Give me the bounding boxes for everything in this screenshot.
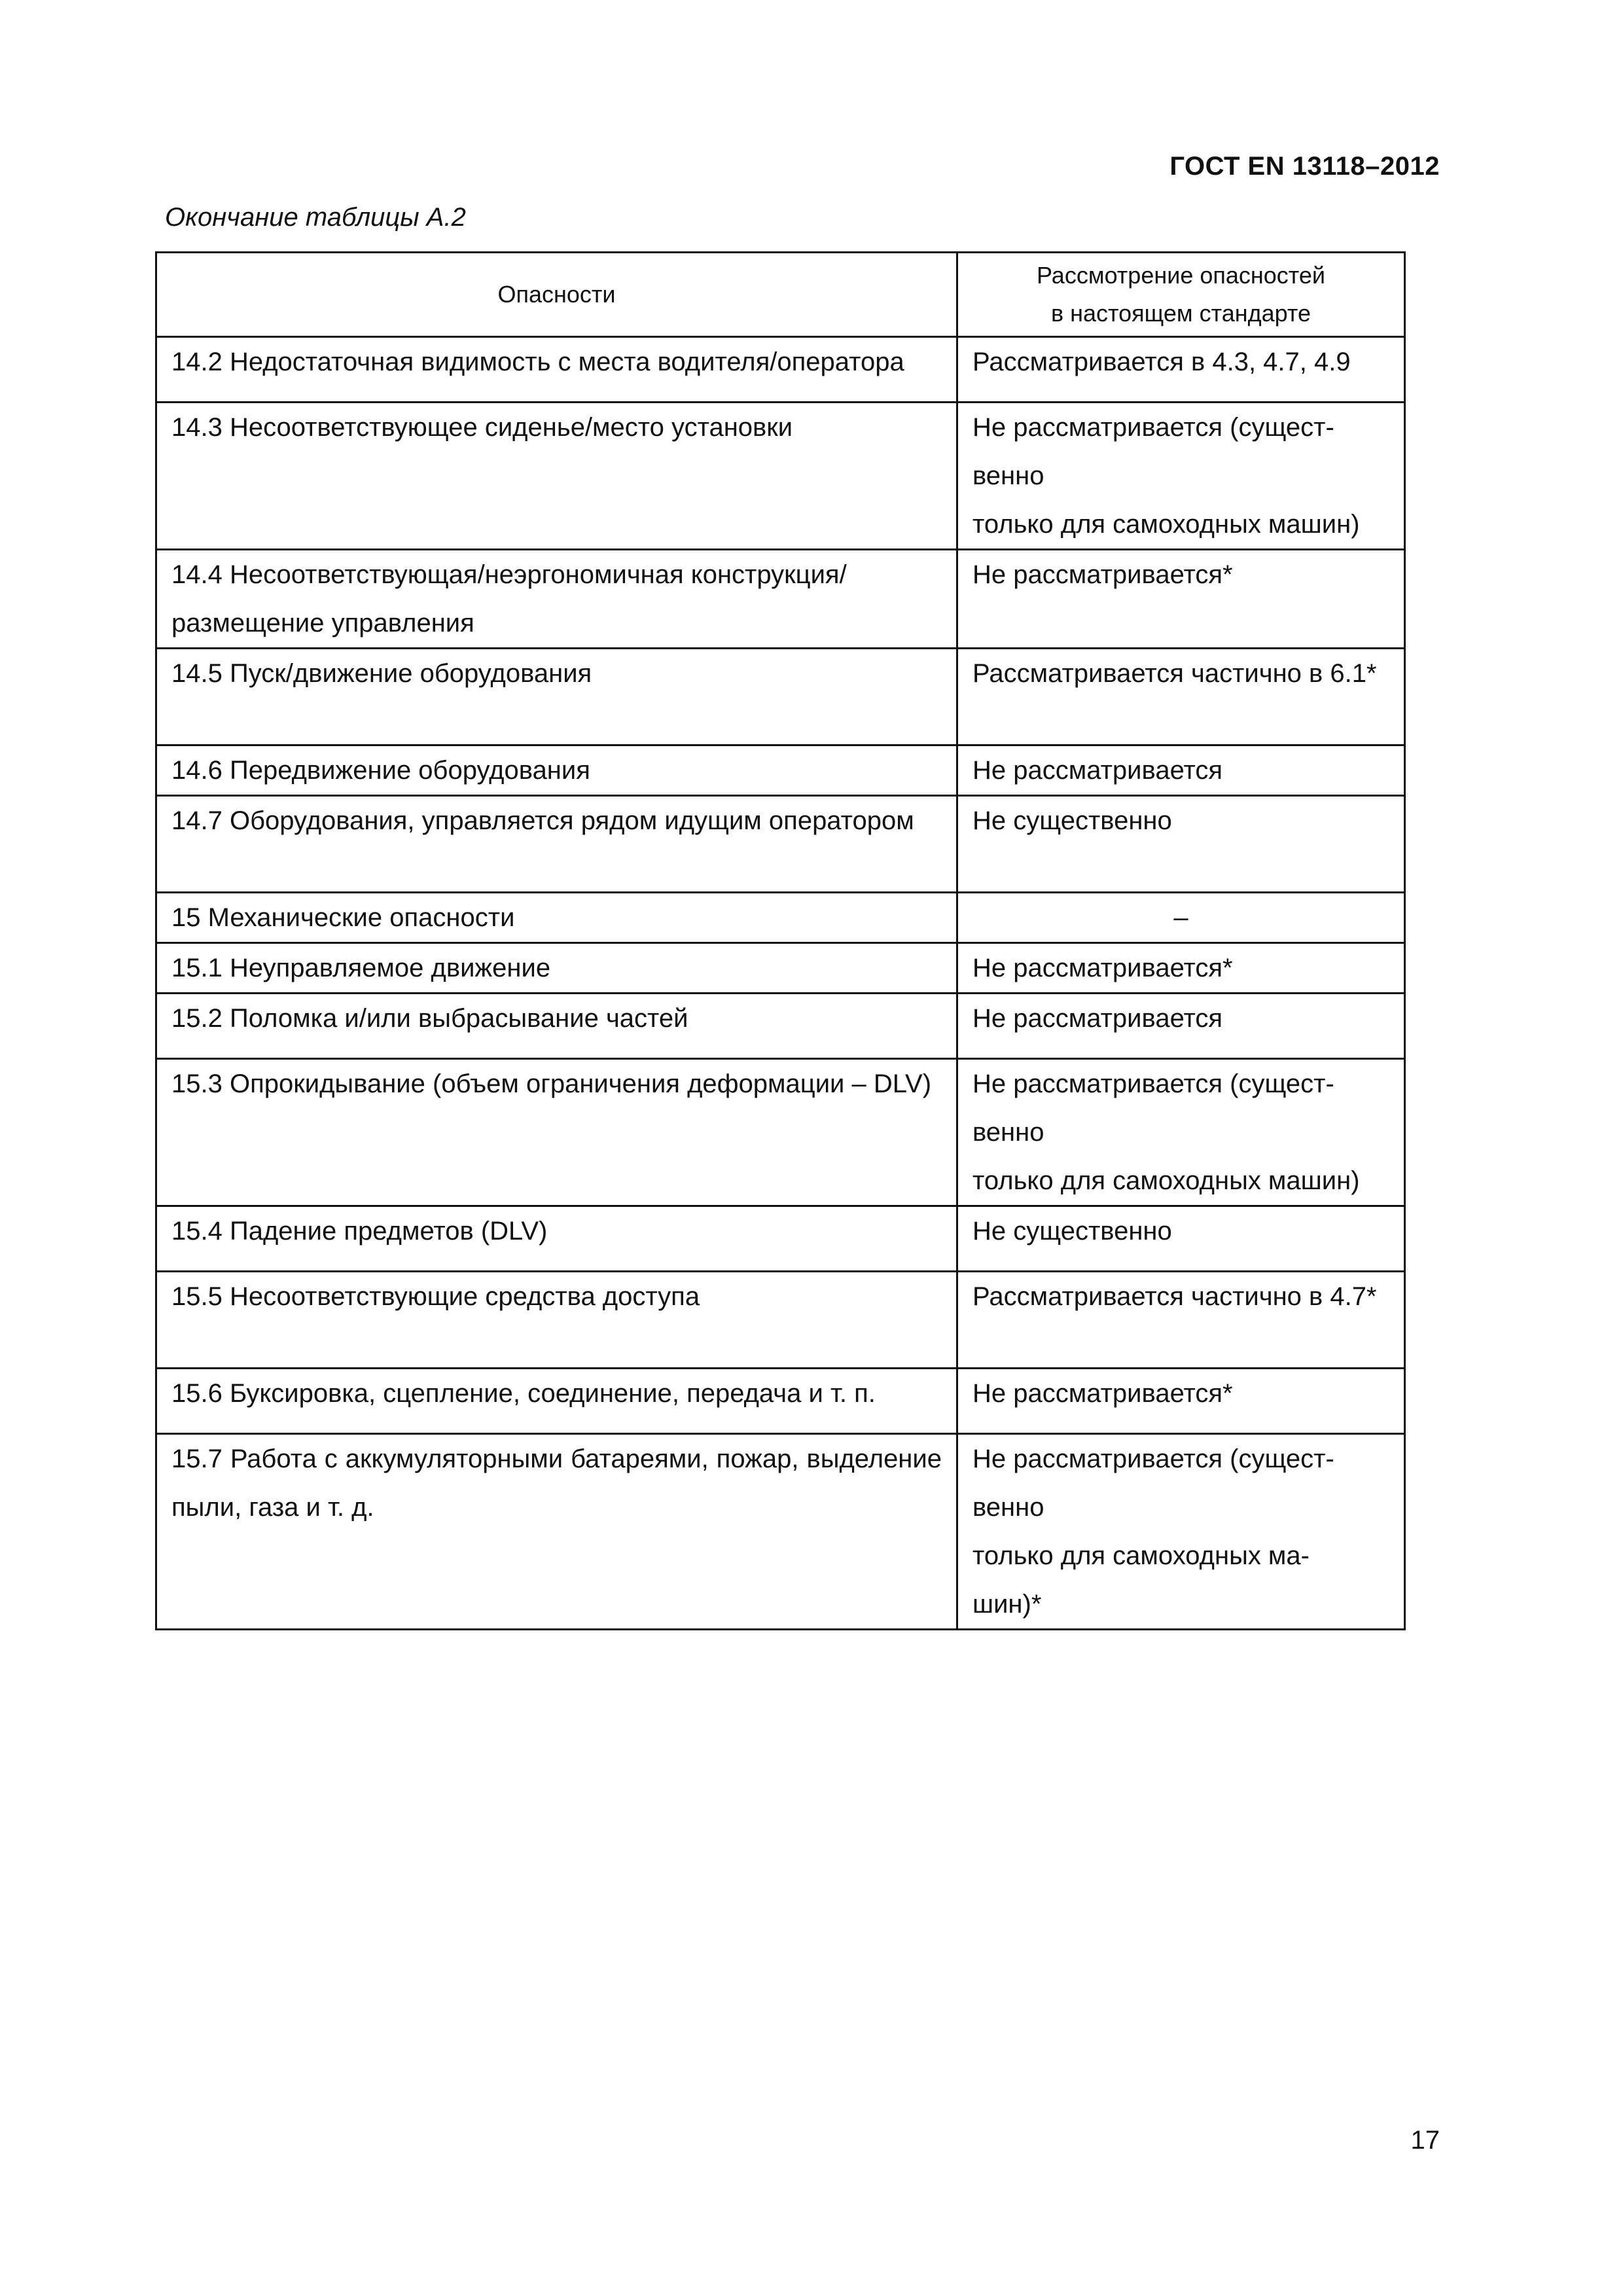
table-row — [156, 1434, 1405, 1630]
hazard-cell: 14.7 Оборудования, управляется рядом идущим оператором — [156, 796, 957, 893]
treatment-cell: Не рассматривается* — [957, 550, 1405, 649]
treatment-cell — [957, 403, 1405, 550]
treatment-line: Не рассматривается (сущест- — [972, 1069, 1334, 1098]
table-row — [156, 403, 1405, 550]
header-treatment — [957, 253, 1405, 337]
treatment-line: Не рассматривается (сущест- — [972, 413, 1334, 442]
table-row — [156, 1369, 1405, 1434]
treatment-cell — [957, 1059, 1405, 1206]
treatment-cell: Рассматривается частично в 6.1* — [957, 649, 1405, 745]
treatment-cell — [957, 1434, 1405, 1630]
table-row — [156, 745, 1405, 796]
hazard-cell: 15.5 Несоответствующие средства доступа — [156, 1272, 957, 1369]
treatment-line: Не рассматривается (сущест- — [972, 1444, 1334, 1473]
hazard-section-cell: 15 Механические опасности — [156, 893, 957, 943]
treatment-line: шин)* — [972, 1590, 1042, 1619]
hazard-cell: 15.2 Поломка и/или выбрасывание частей — [156, 994, 957, 1059]
hazard-cell: 15.7 Работа с аккумуляторными батареями, пожар, выделение пыли, газа и т. д. — [156, 1434, 957, 1630]
table-row — [156, 943, 1405, 994]
table-row — [156, 796, 1405, 893]
treatment-cell: Не рассматривается* — [957, 1369, 1405, 1434]
table-row-section — [156, 893, 1405, 943]
treatment-line: только для самоходных машин) — [972, 1166, 1360, 1195]
hazard-cell: 14.4 Несоответствующая/неэргономичная конструкция/ размещение управления — [156, 550, 957, 649]
table-row — [156, 550, 1405, 649]
treatment-line: венно — [972, 461, 1044, 490]
treatment-cell: Не существенно — [957, 796, 1405, 893]
hazard-cell: 15.4 Падение предметов (DLV) — [156, 1206, 957, 1272]
header-hazards: Опасности — [156, 253, 957, 337]
treatment-line: только для самоходных ма- — [972, 1541, 1310, 1570]
treatment-line: венно — [972, 1118, 1044, 1147]
header-treatment-line-2: в настоящем стандарте — [1051, 300, 1311, 327]
hazard-cell: 15.1 Неуправляемое движение — [156, 943, 957, 994]
treatment-line: венно — [972, 1493, 1044, 1522]
treatment-cell: Рассматривается частично в 4.7* — [957, 1272, 1405, 1369]
hazards-table — [155, 251, 1406, 1630]
table-row — [156, 1059, 1405, 1206]
table-caption: Окончание таблицы А.2 — [165, 203, 466, 232]
hazard-cell: 15.6 Буксировка, сцепление, соединение, передача и т. п. — [156, 1369, 957, 1434]
header-treatment-line-1: Рассмотрение опасностей — [1036, 262, 1326, 289]
treatment-cell: Не рассматривается — [957, 745, 1405, 796]
hazard-cell: 15.3 Опрокидывание (объем ограничения деформации – DLV) — [156, 1059, 957, 1206]
hazard-cell: 14.6 Передвижение оборудования — [156, 745, 957, 796]
hazard-cell: 14.3 Несоответствующее сиденье/место установки — [156, 403, 957, 550]
table-row — [156, 994, 1405, 1059]
table-row — [156, 337, 1405, 403]
treatment-cell: – — [957, 893, 1405, 943]
table-header-row — [156, 253, 1405, 337]
treatment-cell: Не существенно — [957, 1206, 1405, 1272]
table-row — [156, 1272, 1405, 1369]
treatment-cell: Рассматривается в 4.3, 4.7, 4.9 — [957, 337, 1405, 403]
table-row — [156, 649, 1405, 745]
page-number: 17 — [1410, 2126, 1440, 2155]
treatment-cell: Не рассматривается* — [957, 943, 1405, 994]
treatment-line: только для самоходных машин) — [972, 510, 1360, 539]
table-row — [156, 1206, 1405, 1272]
document-code: ГОСТ EN 13118–2012 — [1169, 152, 1440, 181]
treatment-cell: Не рассматривается — [957, 994, 1405, 1059]
hazard-cell: 14.5 Пуск/движение оборудования — [156, 649, 957, 745]
hazard-cell: 14.2 Недостаточная видимость с места водителя/оператора — [156, 337, 957, 403]
